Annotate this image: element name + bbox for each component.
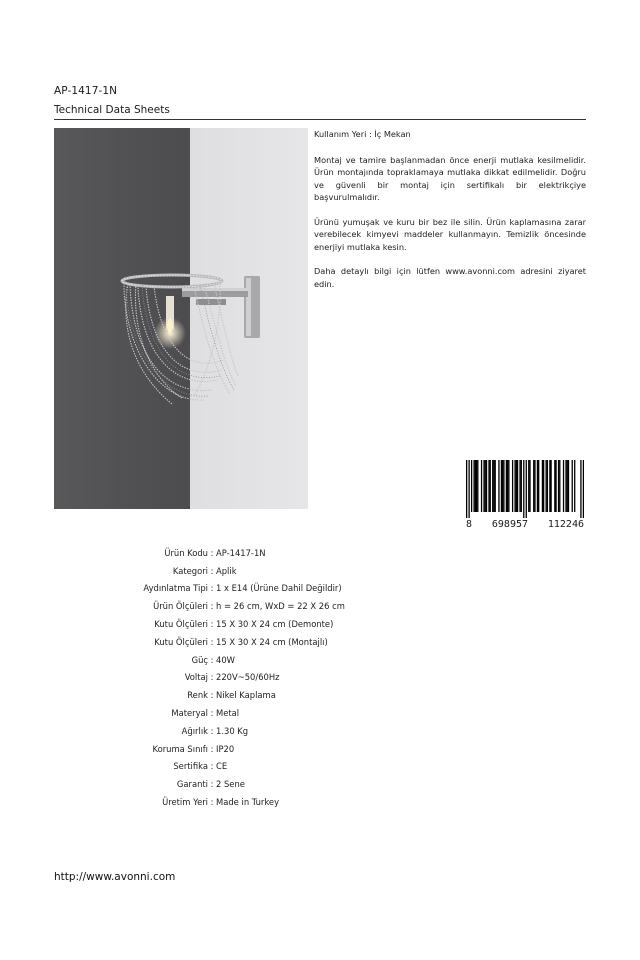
spec-value: h = 26 cm, WxD = 22 X 26 cm <box>216 601 345 612</box>
page-subtitle: Technical Data Sheets <box>54 104 170 116</box>
product-photo <box>54 128 308 509</box>
barcode-digit-lead: 8 <box>466 519 473 530</box>
product-code-heading: AP-1417-1N <box>54 85 118 97</box>
spec-row: Voltaj : 220V~50/60Hz <box>54 669 345 687</box>
barcode-bar <box>501 460 502 512</box>
barcode-bar <box>538 460 539 512</box>
spec-row: Sertifika : CE <box>54 758 345 776</box>
barcode-bar <box>481 460 482 512</box>
installation-warning: Montaj ve tamire başlanmadan önce enerji mutlaka kesilmelidir. Ürün montajında topraklamaya mutlaka dikkat edilmelidir. Doğru ve güvenli bir montaj için sertifikalı bir elektrikçiye başvurulmalıdır. <box>314 154 586 202</box>
barcode-bar <box>514 460 515 512</box>
spec-value: 2 Sene <box>216 779 245 790</box>
spec-label: Materyal <box>171 708 208 719</box>
barcode-bar <box>516 460 517 512</box>
barcode-bar <box>559 460 560 512</box>
barcode-bar <box>549 460 550 512</box>
spec-value: IP20 <box>216 743 235 754</box>
spec-row: Güç : 40W <box>54 651 345 669</box>
barcode-bar <box>550 460 551 512</box>
spec-value: 40W <box>216 654 235 665</box>
barcode-bar <box>495 460 496 512</box>
spec-label: Ağırlık <box>181 725 208 736</box>
barcode-bar <box>519 460 520 512</box>
barcode-bar <box>503 460 504 512</box>
barcode-bars <box>466 460 584 518</box>
barcode-bar <box>475 460 476 512</box>
barcode-bar <box>554 460 555 512</box>
barcode-bar <box>493 460 494 512</box>
barcode-bar <box>533 460 534 512</box>
cleaning-instructions: Ürünü yumuşak ve kuru bir bez ile silin. Ürün kaplamasına zarar verebilecek kimyevi maddeler kullanmayın. Temizlik öncesinde enerjiyi mutlaka kesin. <box>314 216 586 252</box>
spec-label: Aydınlatma Tipi <box>143 583 208 594</box>
spec-label: Renk <box>187 690 208 701</box>
barcode-bar <box>502 460 503 512</box>
barcode-bar <box>547 460 548 512</box>
spec-value: AP-1417-1N <box>216 547 266 558</box>
barcode-bar <box>568 460 569 512</box>
barcode <box>466 460 584 530</box>
barcode-bar <box>543 460 544 512</box>
barcode-bar <box>507 460 508 512</box>
spec-value: 1.30 Kg <box>216 725 249 736</box>
barcode-bar <box>492 460 493 512</box>
barcode-bar <box>468 460 469 518</box>
barcode-bar <box>529 460 530 512</box>
spec-label: Kutu Ölçüleri <box>154 636 208 647</box>
spec-row: Kutu Ölçüleri : 15 X 30 X 24 cm (Demonte) <box>54 615 345 633</box>
spec-value: Aplik <box>216 565 237 576</box>
spec-row: Ürün Kodu : AP-1417-1N <box>54 544 345 562</box>
barcode-bar <box>476 460 477 512</box>
spec-label: Ürün Kodu <box>164 547 208 558</box>
barcode-bar <box>477 460 478 512</box>
barcode-bar <box>574 460 575 512</box>
spec-label: Garanti <box>176 779 208 790</box>
barcode-bar <box>580 460 581 518</box>
spec-row: Koruma Sınıfı : IP20 <box>54 740 345 758</box>
spec-value: 1 x E14 (Ürüne Dahil Değildir) <box>216 583 342 594</box>
barcode-bar <box>537 460 538 512</box>
barcode-bar <box>488 460 489 512</box>
barcode-bar <box>506 460 507 512</box>
barcode-bar <box>486 460 487 512</box>
spec-value: 15 X 30 X 24 cm (Montajlı) <box>216 636 328 647</box>
barcode-bar <box>521 460 522 512</box>
barcode-bar <box>534 460 535 512</box>
spec-row: Materyal : Metal <box>54 704 345 722</box>
spec-label: Kutu Ölçüleri <box>154 619 208 630</box>
usage-info <box>314 128 586 302</box>
spec-value: 220V~50/60Hz <box>216 672 280 683</box>
spec-label: Kategori <box>172 565 208 576</box>
spec-label: Üretim Yeri <box>162 797 208 808</box>
spec-row: Ağırlık : 1.30 Kg <box>54 722 345 740</box>
barcode-bar <box>572 460 573 512</box>
barcode-bar <box>485 460 486 512</box>
barcode-bar <box>498 460 499 512</box>
barcode-bar <box>523 460 524 518</box>
spec-row: Garanti : 2 Sene <box>54 775 345 793</box>
spec-value: Made in Turkey <box>216 797 280 808</box>
more-info-note: Daha detaylı bilgi için lütfen www.avonni.com adresini ziyaret edin. <box>314 266 586 289</box>
spec-value: 15 X 30 X 24 cm (Demonte) <box>216 619 334 630</box>
spec-label: Sertifika <box>173 761 208 772</box>
barcode-bar <box>526 460 527 518</box>
spec-value: Nikel Kaplama <box>216 690 276 701</box>
barcode-bar <box>542 460 543 512</box>
header-divider <box>54 119 586 120</box>
spec-row: Kategori : Aplik <box>54 562 345 580</box>
barcode-digits-left: 698957 <box>491 519 529 530</box>
spec-row: Kutu Ölçüleri : 15 X 30 X 24 cm (Montajlı) <box>54 633 345 651</box>
barcode-bar <box>466 460 467 518</box>
spec-row: Ürün Ölçüleri : h = 26 cm, WxD = 22 X 26 cm <box>54 597 345 615</box>
barcode-bar <box>517 460 518 512</box>
barcode-bar <box>490 460 491 512</box>
barcode-bar <box>528 460 529 512</box>
usage-location: Kullanım Yeri : İç Mekan <box>314 129 411 139</box>
barcode-bar <box>483 460 484 512</box>
spec-table <box>54 544 345 811</box>
barcode-digits-right: 112246 <box>547 519 584 530</box>
spec-row: Aydınlatma Tipi : 1 x E14 (Ürüne Dahil Değildir) <box>54 580 345 598</box>
barcode-bar <box>558 460 559 512</box>
barcode-bar <box>555 460 556 512</box>
spec-label: Ürün Ölçüleri <box>153 601 208 612</box>
barcode-bar <box>471 460 472 512</box>
spec-label: Koruma Sınıfı <box>152 743 208 754</box>
barcode-bar <box>508 460 509 512</box>
spec-row: Üretim Yeri : Made in Turkey <box>54 793 345 811</box>
barcode-bar <box>565 460 566 512</box>
barcode-bar <box>567 460 568 512</box>
spec-value: Metal <box>216 708 240 719</box>
barcode-bar <box>563 460 564 512</box>
spec-value: CE <box>216 761 228 772</box>
barcode-bar <box>583 460 584 518</box>
footer-website-link[interactable]: http://www.avonni.com <box>54 871 176 883</box>
spec-label: Güç <box>191 654 208 665</box>
barcode-bar <box>473 460 474 512</box>
barcode-bar <box>545 460 546 512</box>
spec-row: Renk : Nikel Kaplama <box>54 686 345 704</box>
spec-label: Voltaj <box>184 672 208 683</box>
barcode-bar <box>512 460 513 512</box>
